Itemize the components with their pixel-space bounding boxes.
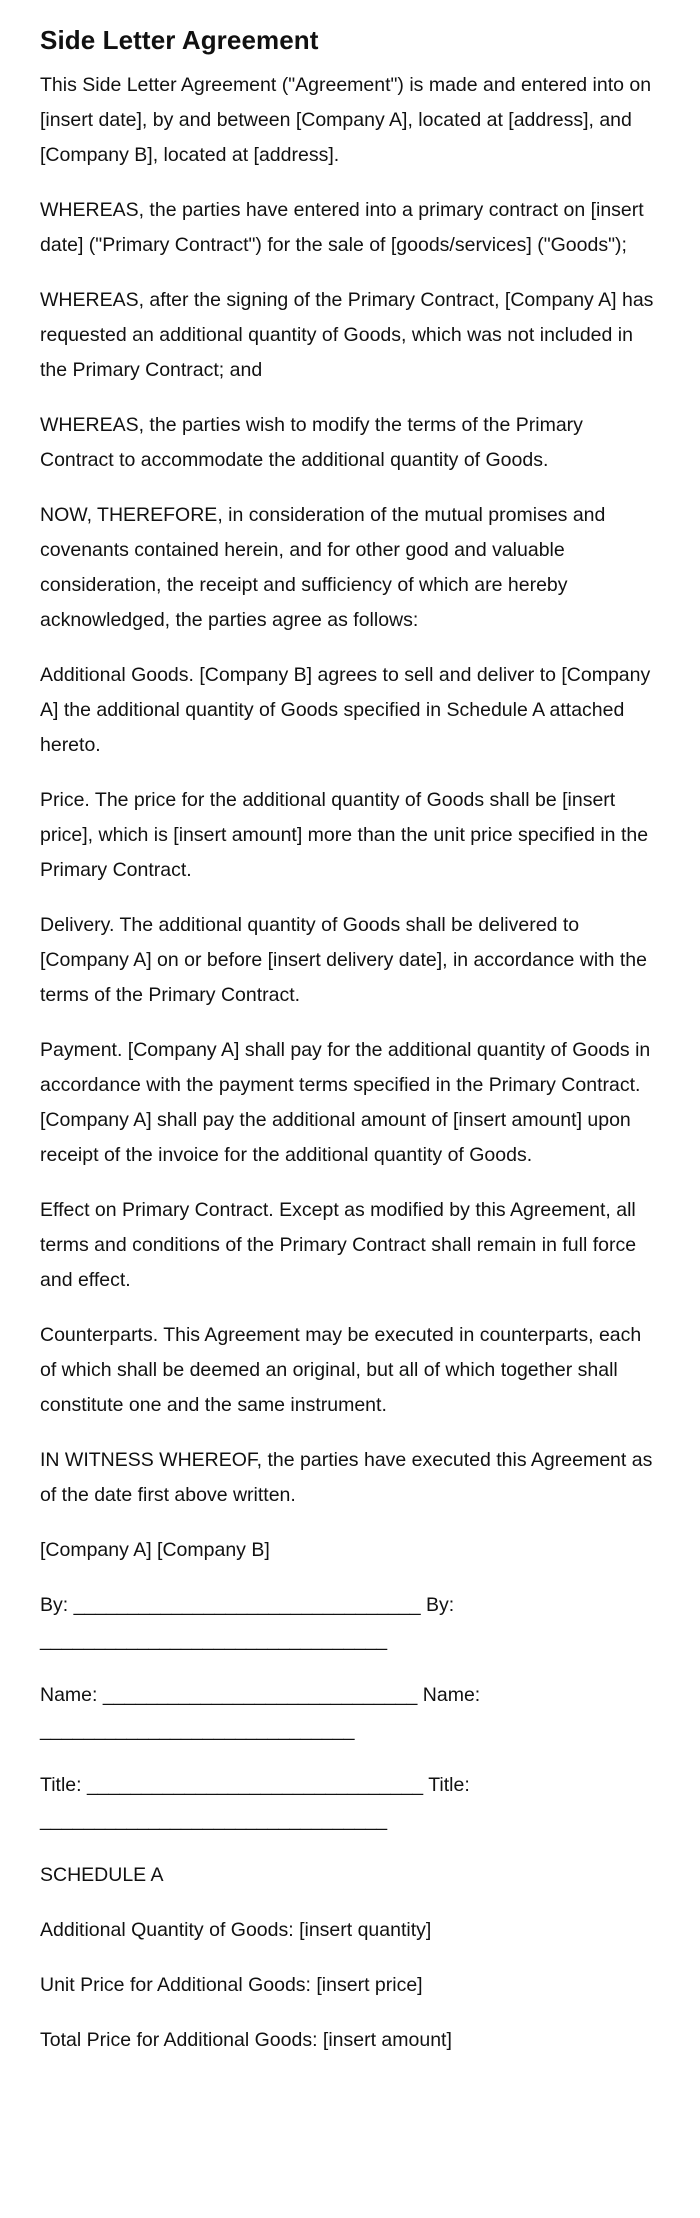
document-title: Side Letter Agreement xyxy=(40,25,319,55)
intro-paragraph: This Side Letter Agreement ("Agreement") is made and entered into on [insert date], by and between [Company A], located at [address], and [Company B], located at [address]. xyxy=(40,74,652,166)
clause-additional-goods: Additional Goods. [Company B] agrees to sell and deliver to [Company A] the additional quantity of Goods specified in Schedule A attached hereto. xyxy=(40,664,651,756)
now-therefore-clause: NOW, THEREFORE, in consideration of the mutual promises and covenants contained herein, and for other good and valuable consideration, the receipt and sufficiency of which are hereby acknowledged, the parties agree as follows: xyxy=(40,504,606,631)
signature-title-line: Title: _______________________________ Title: ________________________________ xyxy=(40,1774,470,1831)
in-witness-whereof: IN WITNESS WHEREOF, the parties have executed this Agreement as of the date first above written. xyxy=(40,1449,653,1506)
document-page xyxy=(40,22,660,2078)
whereas-additional-request: WHEREAS, after the signing of the Primary Contract, [Company A] has requested an additional quantity of Goods, which was not included in the Primary Contract; and xyxy=(40,289,654,381)
clause-counterparts: Counterparts. This Agreement may be executed in counterparts, each of which shall be deemed an original, but all of which together shall constitute one and the same instrument. xyxy=(40,1324,642,1416)
clause-payment: Payment. [Company A] shall pay for the additional quantity of Goods in accordance with the payment terms specified in the Primary Contract. [Company A] shall pay the additional amount of [insert amount] upon receipt of the invoice for the additional quantity of Goods. xyxy=(40,1039,651,1166)
schedule-heading: SCHEDULE A xyxy=(40,1864,164,1886)
clause-effect-on-primary-contract: Effect on Primary Contract. Except as modified by this Agreement, all terms and conditions of the Primary Contract shall remain in full force and effect. xyxy=(40,1199,637,1291)
signature-by-line: By: ________________________________ By: ________________________________ xyxy=(40,1594,455,1651)
whereas-modify-terms: WHEREAS, the parties wish to modify the terms of the Primary Contract to accommodate the additional quantity of Goods. xyxy=(40,414,583,471)
signature-name-line: Name: _____________________________ Name: _____________________________ xyxy=(40,1684,481,1741)
whereas-primary-contract: WHEREAS, the parties have entered into a primary contract on [insert date] ("Primary Contract") for the sale of [goods/services] ("Goods"); xyxy=(40,199,644,256)
schedule-quantity: Additional Quantity of Goods: [insert quantity] xyxy=(40,1919,432,1941)
party-names: [Company A] [Company B] xyxy=(40,1539,270,1561)
clause-delivery: Delivery. The additional quantity of Goods shall be delivered to [Company A] on or before [insert delivery date], in accordance with the terms of the Primary Contract. xyxy=(40,914,647,1006)
schedule-unit-price: Unit Price for Additional Goods: [insert price] xyxy=(40,1974,423,1996)
clause-price: Price. The price for the additional quantity of Goods shall be [insert price], which is [insert amount] more than the unit price specified in the Primary Contract. xyxy=(40,789,649,881)
schedule-total-price: Total Price for Additional Goods: [insert amount] xyxy=(40,2029,452,2051)
